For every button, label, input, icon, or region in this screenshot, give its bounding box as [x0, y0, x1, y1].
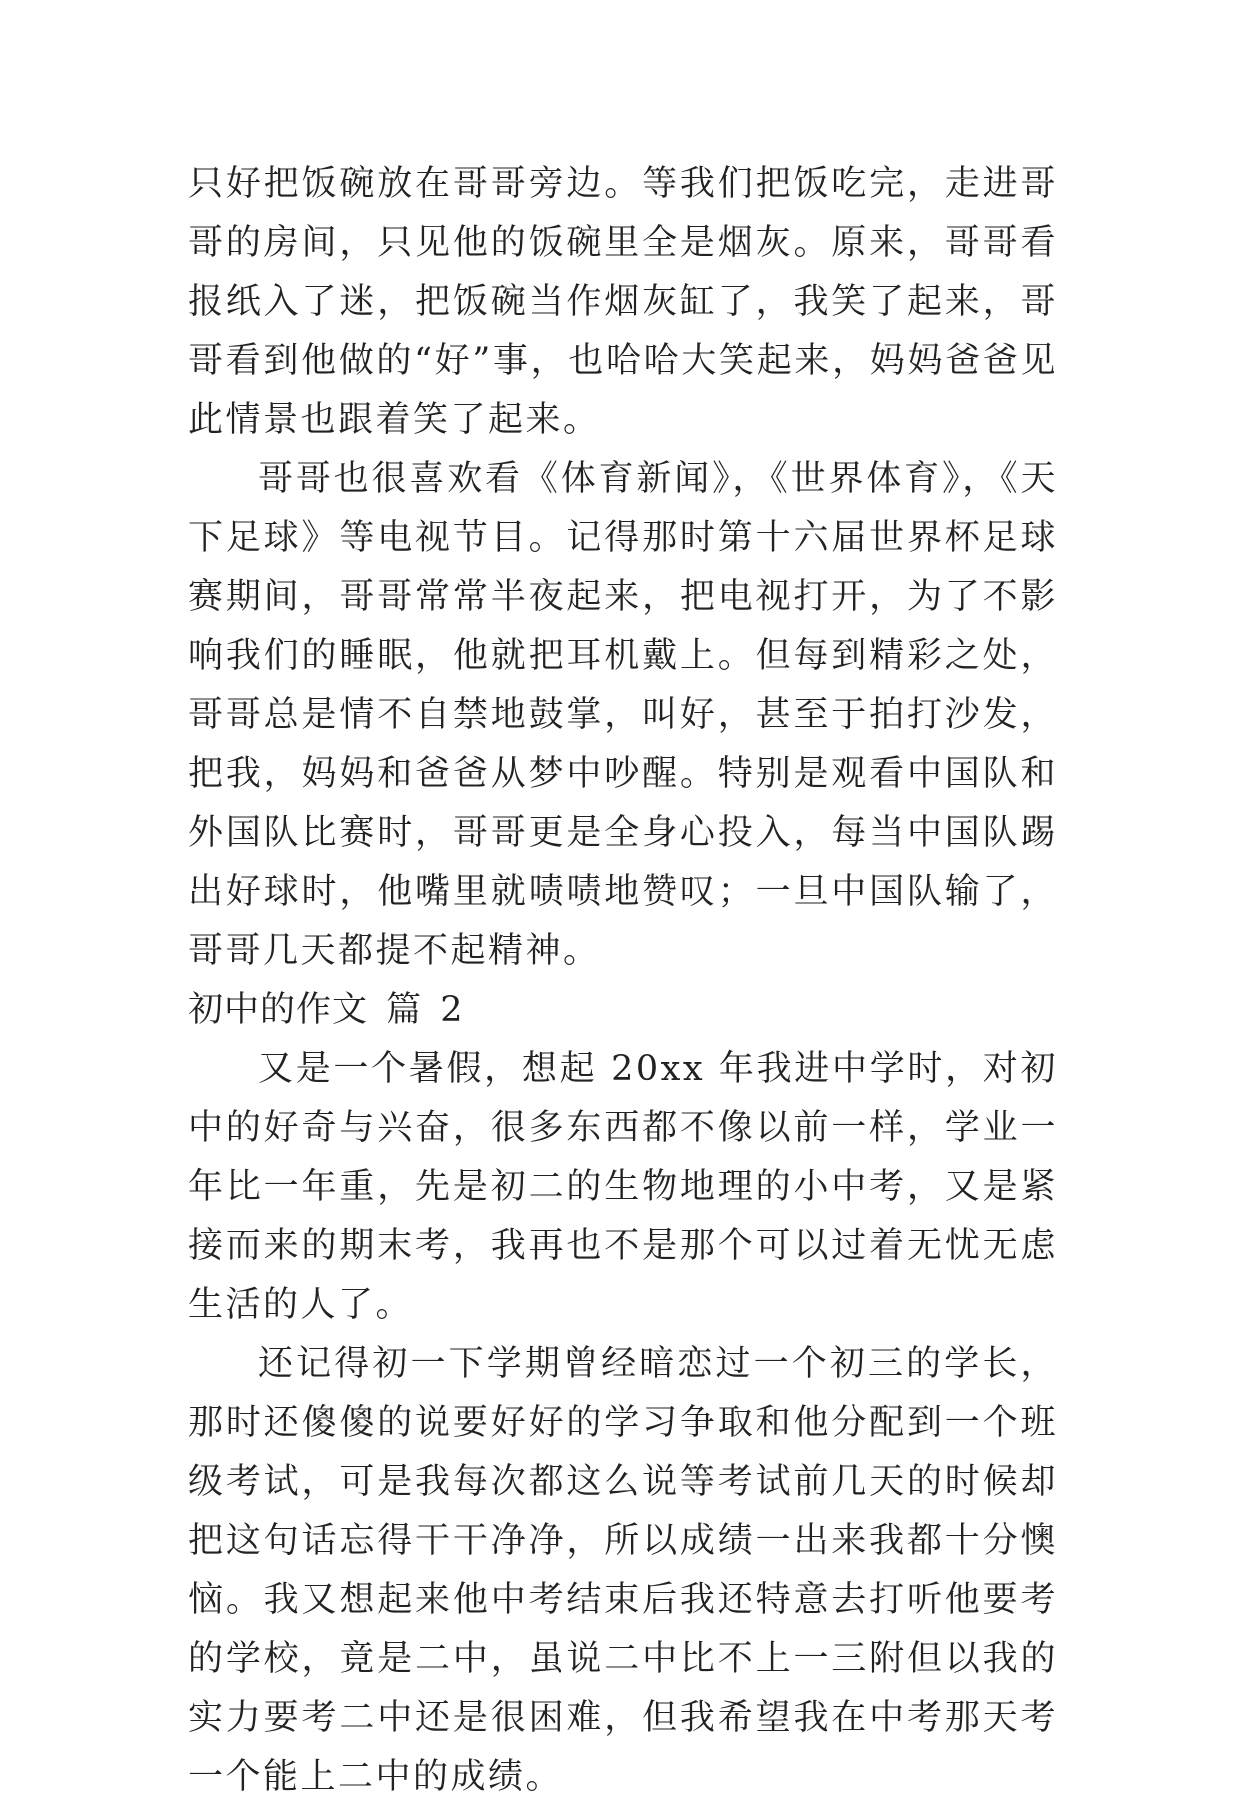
paragraph-3: 又是一个暑假，想起 20xx 年我进中学时，对初中的好奇与兴奋，很多东西都不像以前一样，学业一年比一年重，先是初二的生物地理的小中考，又是紧接而来的期末考，我再也不是那个可以过着无忧无虑生活的人了。	[188, 1049, 1058, 1325]
document-body	[188, 155, 1058, 1807]
section-heading: 初中的作文 篇 2	[188, 990, 464, 1030]
paragraph-1: 只好把饭碗放在哥哥旁边。等我们把饭吃完，走进哥哥的房间，只见他的饭碗里全是烟灰。原来，哥哥看报纸入了迷，把饭碗当作烟灰缸了，我笑了起来，哥哥看到他做的“好”事，也哈哈大笑起来，妈妈爸爸见此情景也跟着笑了起来。	[188, 164, 1058, 440]
paragraph-2: 哥哥也很喜欢看《体育新闻》，《世界体育》，《天下足球》等电视节目。记得那时第十六届世界杯足球赛期间，哥哥常常半夜起来，把电视打开，为了不影响我们的睡眠，他就把耳机戴上。但每到精彩之处，哥哥总是情不自禁地鼓掌，叫好，甚至于拍打沙发，把我，妈妈和爸爸从梦中吵醒。特别是观看中国队和外国队比赛时，哥哥更是全身心投入，每当中国队踢出好球时，他嘴里就啧啧地赞叹；一旦中国队输了，哥哥几天都提不起精神。	[188, 459, 1058, 971]
paragraph-4: 还记得初一下学期曾经暗恋过一个初三的学长，那时还傻傻的说要好好的学习争取和他分配到一个班级考试，可是我每次都这么说等考试前几天的时候却把这句话忘得干干净净，所以成绩一出来我都十分懊恼。我又想起来他中考结束后我还特意去打听他要考的学校，竟是二中，虽说二中比不上一三附但以我的实力要考二中还是很困难，但我希望我在中考那天考一个能上二中的成绩。	[188, 1344, 1058, 1797]
